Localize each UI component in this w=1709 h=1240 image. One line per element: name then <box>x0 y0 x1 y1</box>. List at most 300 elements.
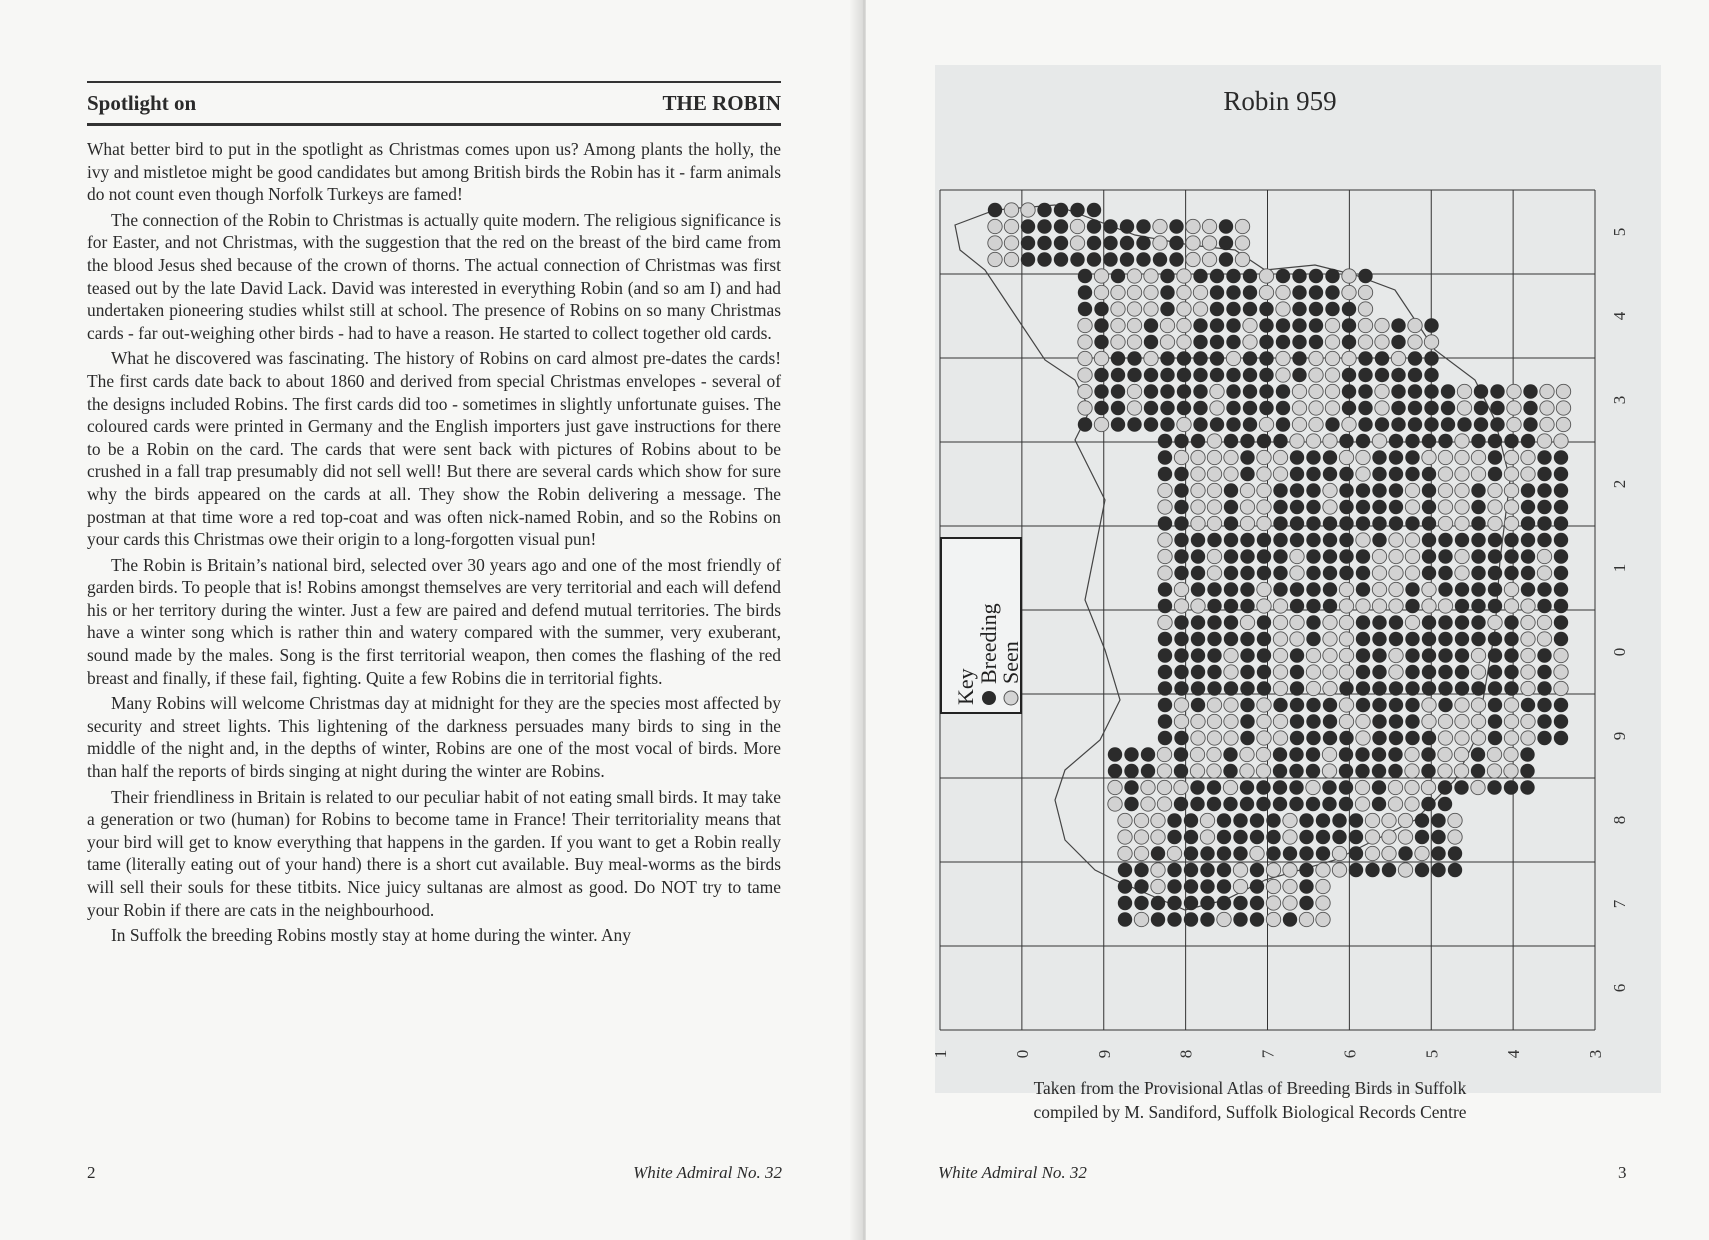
seen-dot <box>1438 516 1452 530</box>
breeding-dot <box>1158 599 1172 613</box>
seen-dot <box>1316 912 1330 926</box>
seen-dot <box>1276 302 1290 316</box>
breeding-dot <box>1488 698 1502 712</box>
seen-dot <box>1342 269 1356 283</box>
seen-dot <box>1323 681 1337 695</box>
seen-dot <box>1375 401 1389 415</box>
breeding-dot <box>1158 450 1172 464</box>
breeding-dot <box>1356 648 1370 662</box>
breeding-dot <box>1158 714 1172 728</box>
breeding-dot <box>1424 368 1438 382</box>
seen-dot <box>1471 714 1485 728</box>
breeding-dot <box>1408 368 1422 382</box>
breeding-dot <box>1372 500 1386 514</box>
breeding-dot <box>1554 483 1568 497</box>
seen-dot <box>1325 384 1339 398</box>
seen-dot <box>1521 731 1535 745</box>
breeding-dot <box>1290 467 1304 481</box>
breeding-dot <box>1240 582 1254 596</box>
seen-dot <box>1207 516 1221 530</box>
breeding-dot <box>1323 533 1337 547</box>
breeding-dot <box>1207 681 1221 695</box>
breeding-dot <box>1299 896 1313 910</box>
breeding-dot <box>1388 764 1402 778</box>
seen-dot <box>1471 698 1485 712</box>
breeding-dot <box>1078 269 1092 283</box>
breeding-dot <box>1266 830 1280 844</box>
breeding-dot <box>1306 599 1320 613</box>
seen-dot <box>1240 483 1254 497</box>
breeding-dot <box>1193 318 1207 332</box>
seen-dot <box>1487 747 1501 761</box>
breeding-dot <box>1488 434 1502 448</box>
seen-dot <box>1554 681 1568 695</box>
seen-dot <box>1422 450 1436 464</box>
breeding-dot <box>1167 863 1181 877</box>
seen-dot <box>1283 879 1297 893</box>
breeding-dot <box>1422 483 1436 497</box>
breeding-dot <box>1391 384 1405 398</box>
seen-dot <box>1094 269 1108 283</box>
breeding-dot <box>1398 846 1412 860</box>
breeding-dot <box>1078 285 1092 299</box>
breeding-dot <box>1191 681 1205 695</box>
seen-dot <box>1257 516 1271 530</box>
seen-dot <box>1177 318 1191 332</box>
breeding-dot <box>1191 533 1205 547</box>
seen-dot <box>1554 648 1568 662</box>
breeding-dot <box>1273 483 1287 497</box>
seen-dot <box>1210 384 1224 398</box>
breeding-dot <box>1217 813 1231 827</box>
seen-dot <box>1290 549 1304 563</box>
breeding-dot <box>1349 863 1363 877</box>
seen-dot <box>1111 318 1125 332</box>
breeding-dot <box>1306 516 1320 530</box>
breeding-dot <box>1356 516 1370 530</box>
breeding-dot <box>1151 912 1165 926</box>
seen-dot <box>1438 483 1452 497</box>
breeding-dot <box>1504 648 1518 662</box>
seen-dot <box>1382 830 1396 844</box>
seen-dot <box>1537 632 1551 646</box>
breeding-dot <box>1339 434 1353 448</box>
seen-dot <box>1554 665 1568 679</box>
seen-dot <box>1257 714 1271 728</box>
seen-dot <box>1190 747 1204 761</box>
breeding-dot <box>1174 500 1188 514</box>
seen-dot <box>1457 401 1471 415</box>
seen-dot <box>1257 467 1271 481</box>
breeding-dot <box>1537 582 1551 596</box>
seen-dot <box>1537 615 1551 629</box>
breeding-dot <box>1200 846 1214 860</box>
breeding-dot <box>1405 599 1419 613</box>
seen-dot <box>1365 813 1379 827</box>
breeding-dot <box>1250 896 1264 910</box>
axis-bottom-label: 8 <box>1176 1049 1196 1059</box>
breeding-dot <box>1521 483 1535 497</box>
breeding-dot <box>1422 665 1436 679</box>
seen-dot <box>1358 318 1372 332</box>
breeding-dot <box>1504 681 1518 695</box>
seen-dot <box>1134 912 1148 926</box>
seen-dot <box>1153 219 1167 233</box>
seen-dot <box>1438 764 1452 778</box>
seen-dot <box>1108 797 1122 811</box>
breeding-dot <box>1389 714 1403 728</box>
seen-dot <box>1266 879 1280 893</box>
breeding-dot <box>1191 582 1205 596</box>
breeding-dot <box>1471 681 1485 695</box>
breeding-dot <box>1306 698 1320 712</box>
journal-footer-left: White Admiral No. 32 <box>633 1163 782 1182</box>
breeding-dot <box>1124 780 1138 794</box>
breeding-dot <box>1455 648 1469 662</box>
seen-dot <box>1339 450 1353 464</box>
breeding-dot <box>1421 747 1435 761</box>
breeding-dot <box>1431 830 1445 844</box>
breeding-dot <box>1408 417 1422 431</box>
breeding-dot <box>1233 896 1247 910</box>
breeding-dot <box>1372 681 1386 695</box>
breeding-dot <box>1389 467 1403 481</box>
breeding-dot <box>1167 830 1181 844</box>
breeding-dot <box>1141 764 1155 778</box>
breeding-dot <box>1124 747 1138 761</box>
breeding-dot <box>1358 401 1372 415</box>
breeding-dot <box>1070 252 1084 266</box>
axis-bottom-label: 7 <box>1258 1049 1278 1059</box>
seen-dot <box>1283 830 1297 844</box>
breeding-dot <box>1438 434 1452 448</box>
breeding-dot <box>1243 302 1257 316</box>
breeding-dot <box>1191 648 1205 662</box>
breeding-dot <box>1224 549 1238 563</box>
breeding-dot <box>1257 681 1271 695</box>
seen-dot <box>1455 731 1469 745</box>
breeding-dot <box>1358 269 1372 283</box>
breeding-dot <box>1127 351 1141 365</box>
seen-dot <box>1455 516 1469 530</box>
seen-key-dot <box>1004 691 1018 705</box>
breeding-dot <box>1408 351 1422 365</box>
seen-dot <box>1309 417 1323 431</box>
seen-dot <box>1471 467 1485 481</box>
breeding-dot <box>1537 450 1551 464</box>
breeding-dot <box>1342 302 1356 316</box>
breeding-dot <box>1174 467 1188 481</box>
breeding-dot <box>1471 516 1485 530</box>
breeding-dot <box>1094 368 1108 382</box>
breeding-dot <box>1372 632 1386 646</box>
breeding-dot <box>1217 830 1231 844</box>
seen-dot <box>1186 236 1200 250</box>
breeding-dot <box>1372 648 1386 662</box>
breeding-dot <box>1422 467 1436 481</box>
breeding-dot <box>1257 549 1271 563</box>
seen-dot <box>1144 302 1158 316</box>
breeding-dot <box>1537 698 1551 712</box>
breeding-dot <box>1488 549 1502 563</box>
seen-dot <box>1224 467 1238 481</box>
seen-dot <box>1070 219 1084 233</box>
seen-dot <box>1504 747 1518 761</box>
breeding-dot <box>1356 582 1370 596</box>
breeding-dot <box>1504 632 1518 646</box>
breeding-dot <box>1292 318 1306 332</box>
breeding-dot <box>1474 401 1488 415</box>
seen-dot <box>1127 285 1141 299</box>
breeding-dot <box>1554 731 1568 745</box>
breeding-dot <box>1094 302 1108 316</box>
seen-dot <box>1521 714 1535 728</box>
axis-right-label: 8 <box>1610 815 1629 825</box>
seen-dot <box>1157 764 1171 778</box>
seen-dot <box>1372 582 1386 596</box>
seen-dot <box>1355 797 1369 811</box>
breeding-dot <box>1438 780 1452 794</box>
breeding-dot <box>1356 698 1370 712</box>
breeding-dot <box>1191 698 1205 712</box>
breeding-dot <box>1167 879 1181 893</box>
breeding-dot <box>1193 335 1207 349</box>
breeding-dot <box>1184 813 1198 827</box>
breeding-dot <box>1240 698 1254 712</box>
seen-dot <box>1521 450 1535 464</box>
breeding-dot <box>1415 830 1429 844</box>
breeding-dot <box>1306 500 1320 514</box>
breeding-dot <box>1306 764 1320 778</box>
breeding-dot <box>1219 252 1233 266</box>
breeding-dot <box>1424 384 1438 398</box>
seen-dot <box>1283 896 1297 910</box>
seen-dot <box>1471 731 1485 745</box>
breeding-dot <box>1356 632 1370 646</box>
breeding-dot <box>1537 681 1551 695</box>
seen-dot <box>1322 747 1336 761</box>
seen-dot <box>1207 467 1221 481</box>
seen-dot <box>1356 731 1370 745</box>
seen-dot <box>1186 219 1200 233</box>
breeding-dot <box>1217 896 1231 910</box>
breeding-dot <box>1325 417 1339 431</box>
seen-dot <box>1358 335 1372 349</box>
breeding-dot <box>1290 681 1304 695</box>
breeding-dot <box>1299 846 1313 860</box>
breeding-dot <box>1322 780 1336 794</box>
seen-dot <box>1127 384 1141 398</box>
breeding-dot <box>1389 450 1403 464</box>
seen-dot <box>1323 615 1337 629</box>
breeding-dot <box>1054 252 1068 266</box>
breeding-dot <box>1243 285 1257 299</box>
breeding-dot <box>1389 516 1403 530</box>
breeding-dot <box>1144 401 1158 415</box>
seen-dot <box>1405 533 1419 547</box>
breeding-dot <box>1422 615 1436 629</box>
breeding-dot <box>1523 417 1537 431</box>
breeding-dot <box>1455 681 1469 695</box>
seen-dot <box>1078 368 1092 382</box>
breeding-dot <box>1226 285 1240 299</box>
breeding-dot <box>1037 252 1051 266</box>
breeding-dot <box>1158 434 1172 448</box>
breeding-dot <box>1243 351 1257 365</box>
breeding-dot <box>1240 648 1254 662</box>
breeding-dot <box>1441 384 1455 398</box>
breeding-dot <box>1391 335 1405 349</box>
breeding-dot <box>1537 731 1551 745</box>
breeding-dot <box>1504 780 1518 794</box>
breeding-dot <box>1226 269 1240 283</box>
breeding-dot <box>1021 236 1035 250</box>
breeding-dot <box>1424 417 1438 431</box>
seen-dot <box>1382 813 1396 827</box>
seen-dot <box>1455 434 1469 448</box>
breeding-dot <box>1257 615 1271 629</box>
breeding-dot <box>1134 896 1148 910</box>
breeding-dot <box>1193 351 1207 365</box>
breeding-dot <box>1325 285 1339 299</box>
seen-dot <box>1388 797 1402 811</box>
breeding-dot <box>1226 384 1240 398</box>
breeding-dot <box>1457 417 1471 431</box>
breeding-dot <box>1290 500 1304 514</box>
breeding-dot <box>1174 434 1188 448</box>
breeding-dot <box>1290 599 1304 613</box>
breeding-dot <box>1257 533 1271 547</box>
breeding-dot <box>1471 549 1485 563</box>
breeding-dot <box>1309 335 1323 349</box>
breeding-dot <box>1273 549 1287 563</box>
seen-dot <box>1111 285 1125 299</box>
breeding-dot <box>1431 863 1445 877</box>
seen-dot <box>1375 335 1389 349</box>
breeding-dot <box>1488 467 1502 481</box>
article-header <box>87 81 781 126</box>
breeding-dot <box>1250 879 1264 893</box>
seen-dot <box>1323 632 1337 646</box>
breeding-dot <box>1471 483 1485 497</box>
breeding-dot <box>1153 252 1167 266</box>
seen-dot <box>1134 846 1148 860</box>
seen-dot <box>1504 467 1518 481</box>
breeding-dot <box>1224 681 1238 695</box>
breeding-dot <box>1488 533 1502 547</box>
breeding-dot <box>1177 384 1191 398</box>
breeding-dot <box>1372 797 1386 811</box>
breeding-dot <box>1108 764 1122 778</box>
seen-dot <box>1144 269 1158 283</box>
breeding-dot <box>1266 813 1280 827</box>
breeding-dot <box>1521 566 1535 580</box>
seen-dot <box>1078 351 1092 365</box>
seen-dot <box>1306 648 1320 662</box>
breeding-dot <box>1021 252 1035 266</box>
breeding-dot <box>1339 566 1353 580</box>
paragraph: What better bird to put in the spotlight as Christmas comes upon us? Among plants the holly, the ivy and mistletoe might be good candidates but among British birds the Robin has it - farm animals do not count even though Norfolk Turkeys are famed! <box>87 139 781 205</box>
breeding-dot <box>1224 615 1238 629</box>
breeding-dot <box>1488 648 1502 662</box>
breeding-dot <box>1306 467 1320 481</box>
seen-dot <box>1157 747 1171 761</box>
breeding-dot <box>1537 648 1551 662</box>
breeding-dot <box>1087 236 1101 250</box>
seen-dot <box>1504 714 1518 728</box>
seen-dot <box>1243 335 1257 349</box>
seen-dot <box>1471 780 1485 794</box>
breeding-dot <box>1554 599 1568 613</box>
breeding-dot <box>1290 483 1304 497</box>
seen-dot <box>1372 566 1386 580</box>
breeding-dot <box>1405 434 1419 448</box>
breeding-dot <box>1323 698 1337 712</box>
seen-dot <box>1504 500 1518 514</box>
seen-dot <box>1339 698 1353 712</box>
seen-dot <box>1240 747 1254 761</box>
breeding-dot <box>1471 599 1485 613</box>
seen-dot <box>1158 549 1172 563</box>
breeding-dot <box>1389 500 1403 514</box>
breeding-dot <box>1339 500 1353 514</box>
breeding-dot <box>1167 896 1181 910</box>
breeding-dot <box>1358 351 1372 365</box>
seen-dot <box>1339 665 1353 679</box>
seen-dot <box>1078 384 1092 398</box>
seen-dot <box>1283 813 1297 827</box>
breeding-dot <box>1342 335 1356 349</box>
breeding-dot <box>1438 797 1452 811</box>
breeding-dot <box>1431 813 1445 827</box>
breeding-dot <box>1103 219 1117 233</box>
breeding-dot <box>1118 863 1132 877</box>
seen-dot <box>1276 368 1290 382</box>
breeding-dot <box>1111 351 1125 365</box>
seen-dot <box>1389 582 1403 596</box>
breeding-dot <box>1521 500 1535 514</box>
breeding-dot <box>1408 384 1422 398</box>
breeding-dot <box>1136 236 1150 250</box>
axis-right-label: 2 <box>1610 479 1629 489</box>
seen-dot <box>1235 252 1249 266</box>
seen-dot <box>1177 285 1191 299</box>
seen-dot <box>1504 516 1518 530</box>
map-key <box>941 538 1023 713</box>
breeding-dot <box>1422 533 1436 547</box>
breeding-dot <box>1356 681 1370 695</box>
breeding-dot <box>1372 747 1386 761</box>
seen-dot <box>1160 318 1174 332</box>
seen-dot <box>1438 467 1452 481</box>
breeding-dot <box>1554 615 1568 629</box>
seen-dot <box>1537 549 1551 563</box>
breeding-dot <box>1323 731 1337 745</box>
seen-dot <box>1273 648 1287 662</box>
seen-dot <box>1290 632 1304 646</box>
seen-dot <box>1358 285 1372 299</box>
breeding-dot <box>1372 483 1386 497</box>
breeding-dot <box>1474 384 1488 398</box>
seen-dot <box>1273 632 1287 646</box>
seen-dot <box>1306 780 1320 794</box>
breeding-dot <box>1537 599 1551 613</box>
seen-dot <box>1455 566 1469 580</box>
seen-dot <box>1540 401 1554 415</box>
breeding-dot <box>1521 582 1535 596</box>
caption-line-2: compiled by M. Sandiford, Suffolk Biological Records Centre <box>1033 1102 1467 1122</box>
breeding-dot <box>1355 747 1369 761</box>
